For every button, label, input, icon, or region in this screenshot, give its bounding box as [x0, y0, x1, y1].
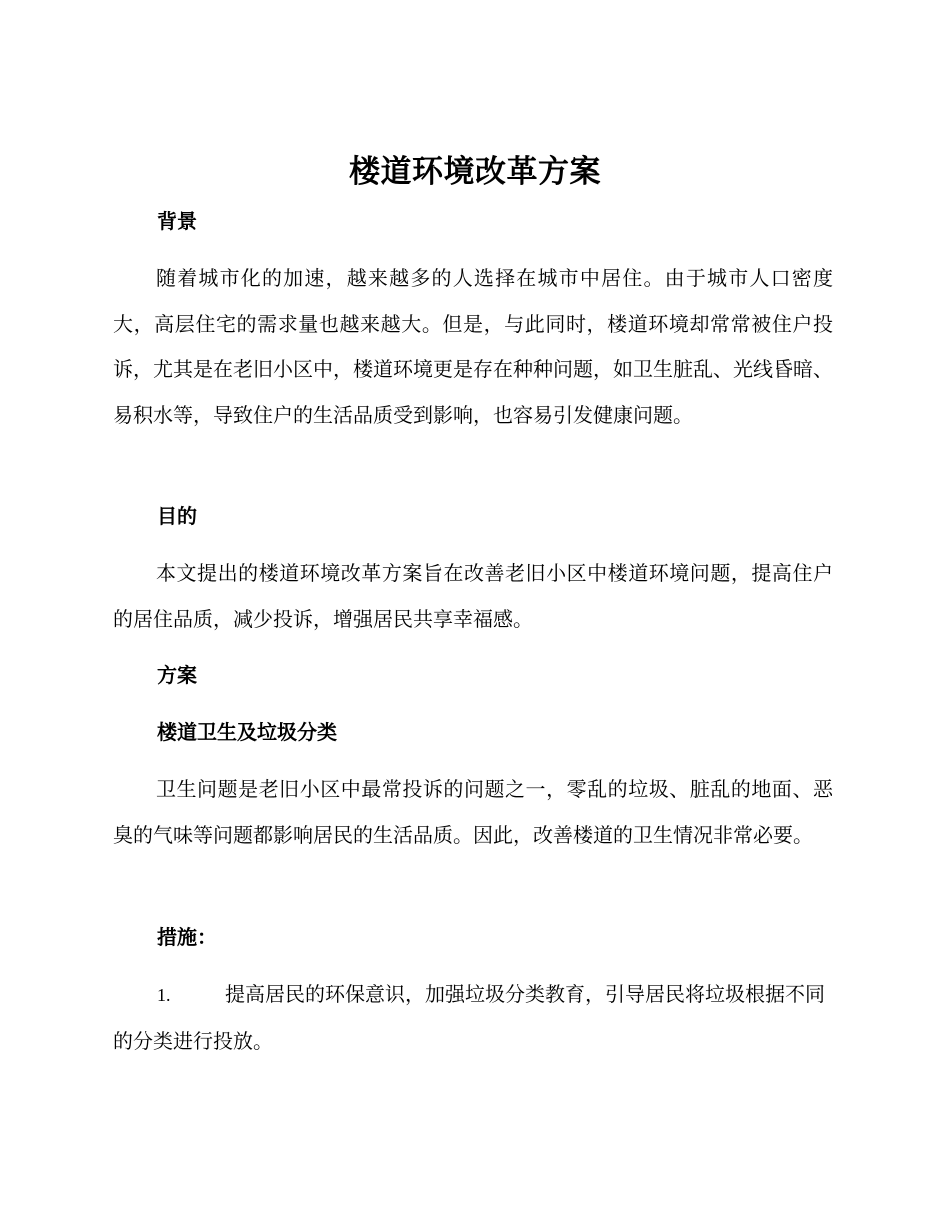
list-item-number: 1.: [157, 985, 171, 1005]
paragraph-purpose: 本文提出的楼道环境改革方案旨在改善老旧小区中楼道环境问题，提高住户的居住品质，减少投诉，增强居民共享幸福感。: [113, 561, 833, 631]
heading-hygiene: 楼道卫生及垃圾分类: [157, 720, 337, 744]
paragraph-hygiene: 卫生问题是老旧小区中最常投诉的问题之一，零乱的垃圾、脏乱的地面、恶臭的气味等问题都影响居民的生活品质。因此，改善楼道的卫生情况非常必要。: [113, 777, 833, 847]
document-title: 楼道环境改革方案: [349, 154, 601, 190]
list-item: [113, 972, 833, 1064]
heading-plan: 方案: [157, 663, 197, 687]
heading-measures: 措施：: [157, 925, 217, 949]
list-item-text: 提高居民的环保意识，加强垃圾分类教育，引导居民将垃圾根据不同的分类进行投放。: [113, 982, 825, 1053]
heading-background: 背景: [157, 209, 197, 233]
heading-purpose: 目的: [157, 504, 197, 528]
paragraph-background: 随着城市化的加速，越来越多的人选择在城市中居住。由于城市人口密度大，高层住宅的需求量也越来越大。但是，与此同时，楼道环境却常常被住户投诉，尤其是在老旧小区中，楼道环境更是存在种种问题，如卫生脏乱、光线昏暗、易积水等，导致住户的生活品质受到影响，也容易引发健康问题。: [113, 266, 833, 427]
